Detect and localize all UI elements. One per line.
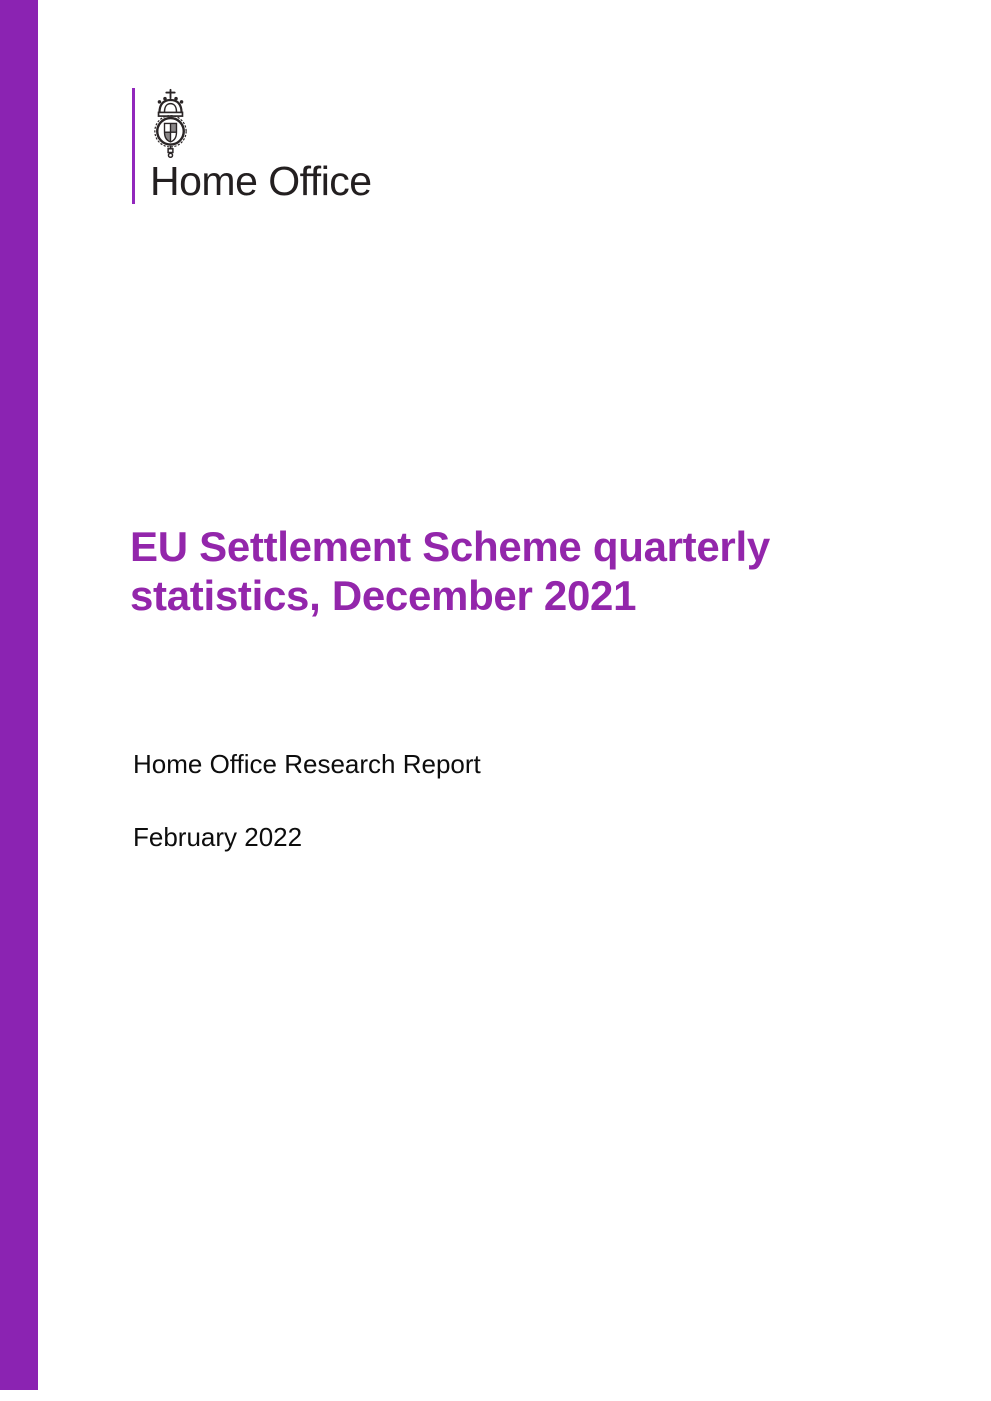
royal-crest-icon — [150, 88, 191, 158]
report-date: February 2022 — [133, 822, 303, 852]
logo-wordmark: Home Office — [150, 158, 372, 204]
left-accent-bar — [0, 0, 38, 1390]
report-title-line-1: EU Settlement Scheme quarterly — [130, 523, 770, 570]
logo-content — [150, 88, 372, 204]
report-type: Home Office Research Report — [133, 749, 481, 779]
home-office-logo — [132, 88, 372, 204]
logo-divider — [132, 88, 135, 204]
report-title — [130, 522, 770, 620]
report-title-line-2: statistics, December 2021 — [130, 572, 637, 619]
